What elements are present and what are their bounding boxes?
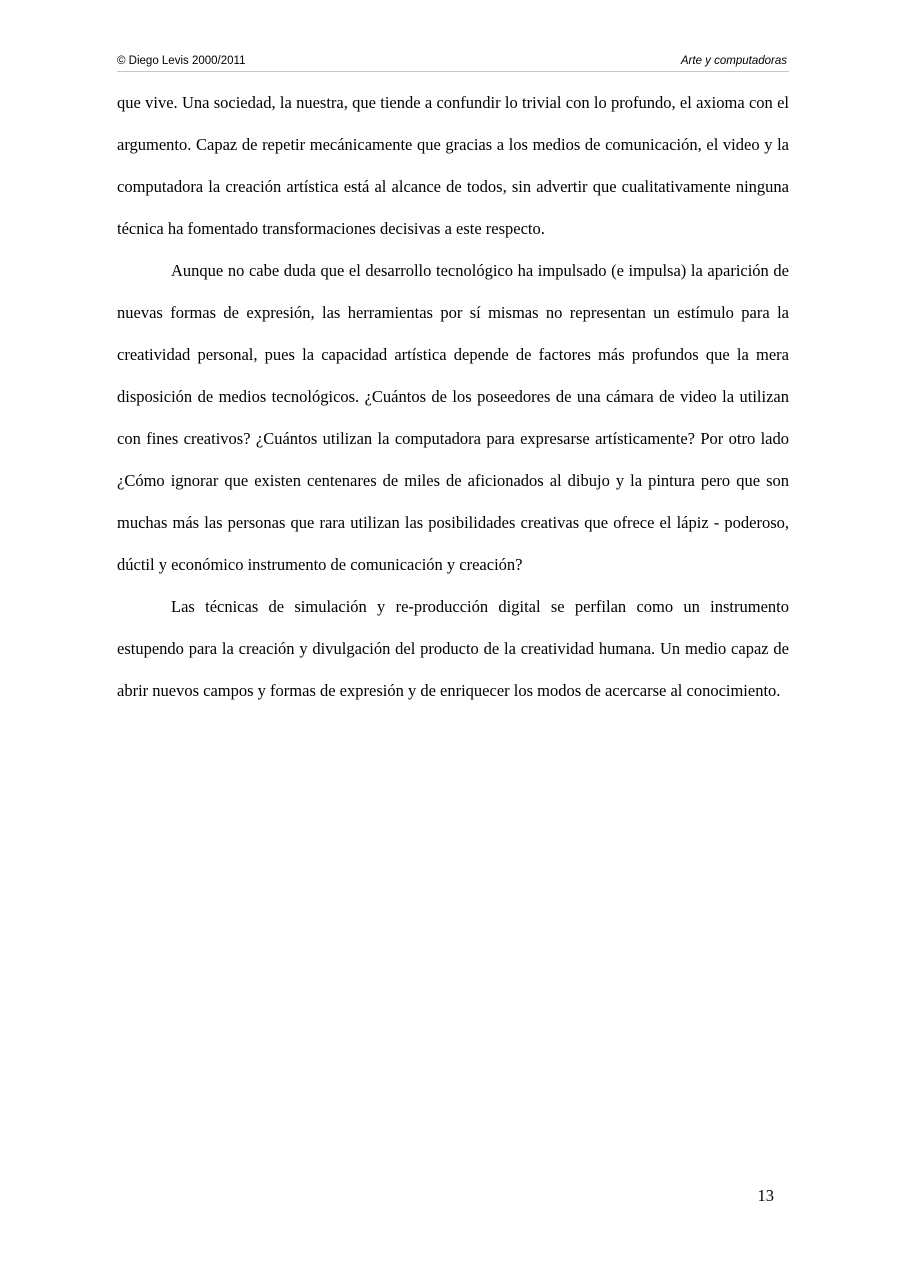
- paragraph-3: Las técnicas de simulación y re-producción digital se perfilan como un instrumento estupendo para la creación y divulgación del producto de la creatividad humana. Un medio capaz de abrir nuevos campos y formas de expresión y de enriquecer los modos de acercarse al conocimiento.: [117, 597, 789, 700]
- body-text: [117, 82, 789, 712]
- paragraph-1: que vive. Una sociedad, la nuestra, que tiende a confundir lo trivial con lo profundo, el axioma con el argumento. Capaz de repetir mecánicamente que gracias a los medios de comunicación, el video y la computadora la creación artística está al alcance de todos, sin advertir que cualitativamente ninguna técnica ha fomentado transformaciones decisivas a este respecto.: [117, 93, 789, 238]
- header-copyright: © Diego Levis 2000/2011: [117, 55, 246, 67]
- paragraph-2: Aunque no cabe duda que el desarrollo tecnológico ha impulsado (e impulsa) la aparición de nuevas formas de expresión, las herramientas por sí mismas no representan un estímulo para la creatividad personal, pues la capacidad artística depende de factores más profundos que la mera disposición de medios tecnológicos. ¿Cuántos de los poseedores de una cámara de video la utilizan con fines creativos? ¿Cuántos utilizan la computadora para expresarse artísticamente? Por otro lado ¿Cómo ignorar que existen centenares de miles de aficionados al dibujo y la pintura pero que son muchas más las personas que rara utilizan las posibilidades creativas que ofrece el lápiz - poderoso, dúctil y económico instrumento de comunicación y creación?: [117, 261, 789, 574]
- page-header: [117, 53, 789, 72]
- page-number: 13: [757, 1186, 774, 1205]
- header-title: Arte y computadoras: [680, 55, 787, 67]
